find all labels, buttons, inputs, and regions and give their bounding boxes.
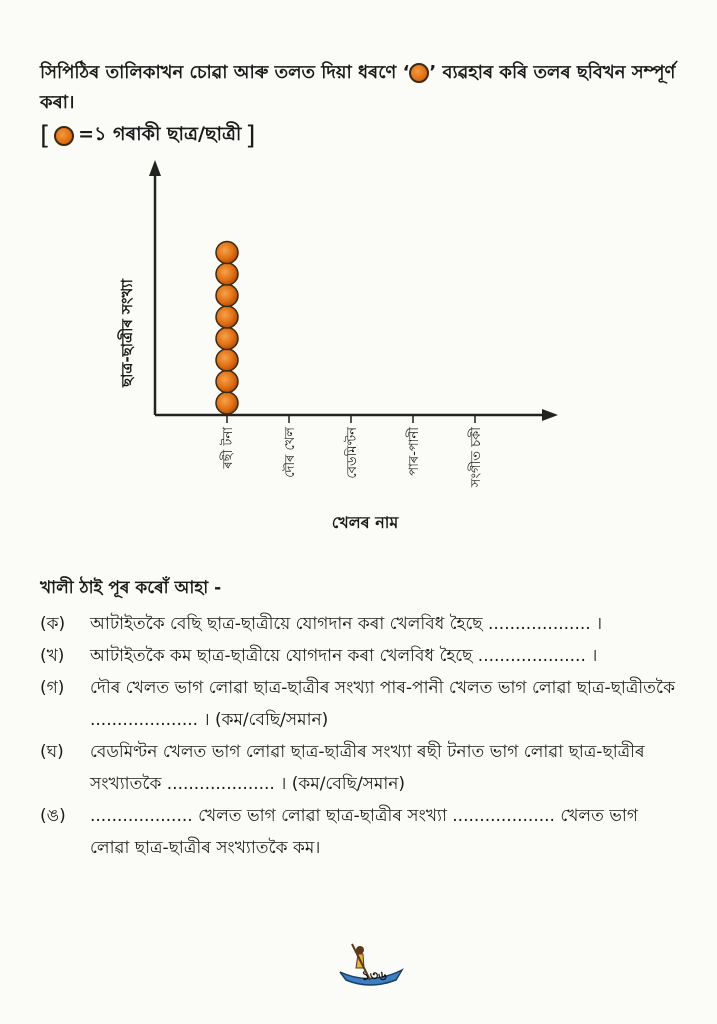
legend [40,120,256,152]
pictograph-dot [216,263,238,285]
instruction-text [40,58,680,118]
x-tick-label: বেডমিণ্টন [345,427,360,479]
exercise-title: খালী ঠাই পূৰ কৰোঁ আহা - [40,578,222,598]
fill-in-blanks [40,572,680,864]
question-text: ................... খেলত ভাগ লোৱা ছাত্ৰ-ছাত্ৰীৰ সংখ্যা ................... খেলত ভাগ লোৱা ছাত্ৰ-ছাত্ৰীৰ সংখ্যাতকৈ কম। [90,806,638,858]
x-axis-arrow-icon [542,409,558,421]
question-item [40,640,680,672]
question-item [40,736,680,800]
y-axis-label: ছাত্ৰ-ছাত্ৰীৰ সংখ্যা [118,278,136,388]
question-label: (ঘ) [40,742,64,762]
pictograph-chart [0,150,717,540]
page-number: ১৩৬ [361,969,387,984]
page-footer [330,940,410,990]
question-text: বেডমিণ্টন খেলত ভাগ লোৱা ছাত্ৰ-ছাত্ৰীৰ সংখ্যা ৰছী টনাত ভাগ লোৱা ছাত্ৰ-ছাত্ৰীৰ সংখ্যাতকৈ .................... । (কম/বেছি/সমান) [90,742,645,794]
pictograph-dot [216,371,238,393]
legend-dot-icon [54,126,74,146]
question-label: (খ) [40,646,65,666]
x-axis-label: খেলৰ নাম [331,513,399,532]
pictograph-dot [216,328,238,350]
pictograph-dot [216,306,238,328]
pictograph-dot [216,392,238,414]
question-item [40,608,680,640]
question-text: দৌৰ খেলত ভাগ লোৱা ছাত্ৰ-ছাত্ৰীৰ সংখ্যা পাৰ-পানী খেলত ভাগ লোৱা ছাত্ৰ-ছাত্ৰীতকৈ .................... । (কম/বেছি/সমান) [90,678,675,730]
x-tick-label: সংগীত চকী [469,427,484,488]
instruction-part-2: ’ ব্যৱহাৰ কৰি তলৰ ছবিখন সম্পূৰ্ণ কৰা। [40,62,676,113]
question-item [40,672,680,736]
y-axis-arrow-icon [149,160,161,176]
pictograph-dot [216,285,238,307]
question-label: (ক) [40,614,66,634]
question-text: আটাইতকৈ বেছি ছাত্ৰ-ছাত্ৰীয়ে যোগদান কৰা খেলবিধ হৈছে ................... । [90,614,603,634]
x-tick-label: ৰছী টনা [221,427,236,469]
pictograph-dot [216,242,238,264]
legend-close-bracket: ] [245,121,256,151]
x-tick-label: পাৰ-পানী [407,427,422,476]
orange-dot-icon [409,63,429,83]
legend-open-bracket: [ [40,121,51,151]
pictograph-dot [216,349,238,371]
question-text: আটাইতকৈ কম ছাত্ৰ-ছাত্ৰীয়ে যোগদান কৰা খেলবিধ হৈছে .................... । [90,646,598,666]
instruction-part-1: সিপিঠিৰ তালিকাখন চোৱা আৰু তলত দিয়া ধৰণে ‘ [40,62,410,83]
legend-text: =১ গৰাকী ছাত্ৰ/ছাত্ৰী [78,123,242,145]
question-item [40,800,680,864]
x-tick-label: দৌৰ খেল [283,427,298,478]
question-label: (গ) [40,678,65,698]
question-label: (ঙ) [40,806,66,826]
